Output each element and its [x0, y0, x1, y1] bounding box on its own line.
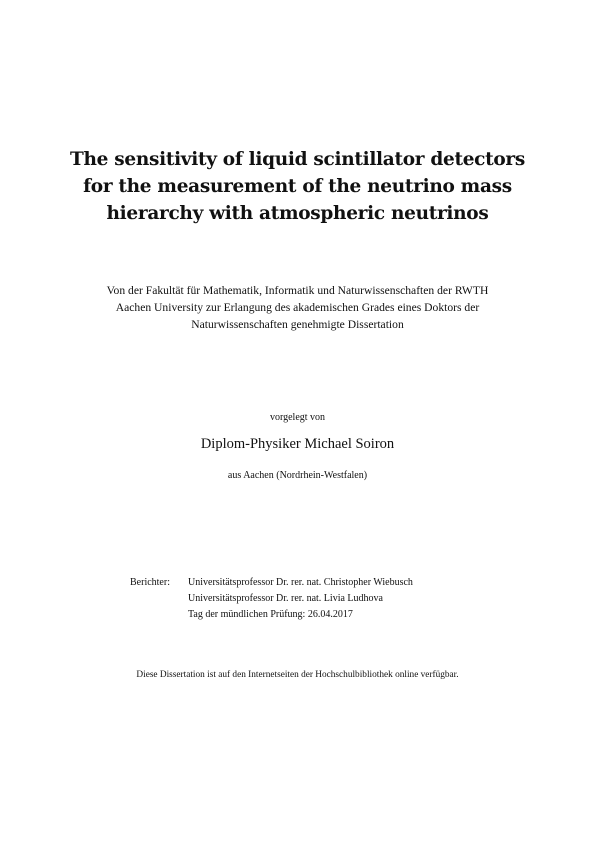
referee-first: Universitätsprofessor Dr. rer. nat. Christopher Wiebusch — [188, 577, 413, 588]
referee-row — [130, 575, 413, 591]
title-line: hierarchy with atmospheric neutrinos — [106, 203, 489, 224]
author-origin: aus Aachen (Nordrhein-Westfalen) — [227, 470, 368, 481]
faculty-line: Aachen University zur Erlangung des akademischen Grades eines Doktors der — [115, 301, 480, 314]
faculty-line: Von der Fakultät für Mathematik, Informatik und Naturwissenschaften der RWTH — [106, 284, 489, 297]
oral-exam-date: Tag der mündlichen Prüfung: 26.04.2017 — [188, 609, 353, 620]
referee-second: Universitätsprofessor Dr. rer. nat. Livia Ludhova — [188, 593, 383, 604]
referees-block — [130, 575, 413, 623]
referee-row — [130, 591, 413, 607]
availability-note: Diese Dissertation ist auf den Internetseiten der Hochschulbibliothek online verfügbar. — [136, 670, 459, 680]
author-name: Diplom-Physiker Michael Soiron — [200, 436, 395, 452]
faculty-statement — [50, 282, 545, 333]
title-line: The sensitivity of liquid scintillator detectors — [70, 149, 525, 170]
exam-date-label-spacer — [130, 607, 188, 623]
presented-by-label: vorgelegt von — [269, 412, 326, 423]
exam-date-row — [130, 607, 413, 623]
faculty-line: Naturwissenschaften genehmigte Dissertation — [191, 318, 404, 331]
referees-label: Berichter: — [130, 577, 170, 588]
referees-label-spacer — [130, 591, 188, 607]
title-line: for the measurement of the neutrino mass — [83, 176, 512, 197]
dissertation-title — [40, 146, 555, 227]
